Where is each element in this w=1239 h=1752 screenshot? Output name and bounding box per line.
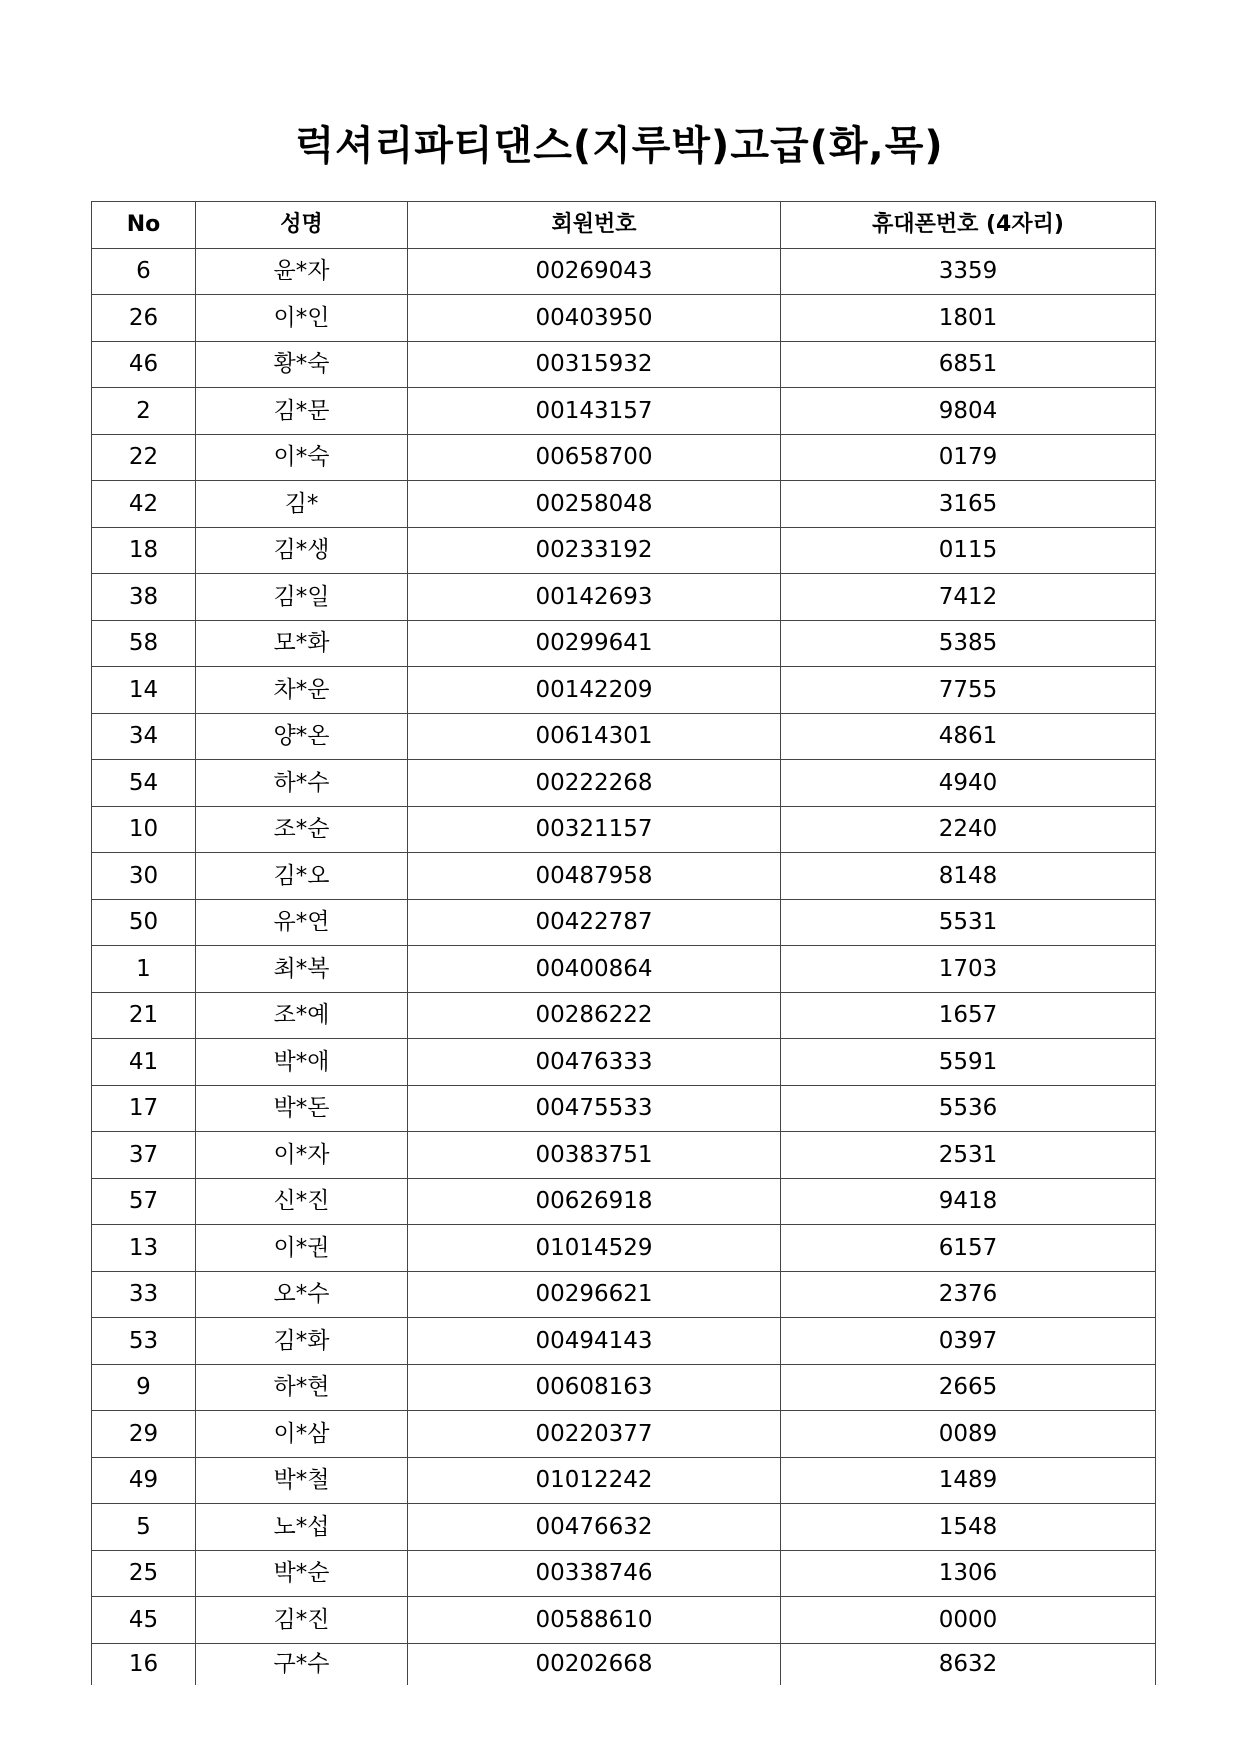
cell-member-number: 00269043: [408, 248, 781, 295]
cell-no: 54: [92, 760, 196, 807]
cell-name: 조*예: [196, 992, 408, 1039]
table-row: [92, 1039, 1156, 1086]
cell-name: 최*복: [196, 946, 408, 993]
cell-no: 50: [92, 899, 196, 946]
cell-member-number: 00338746: [408, 1550, 781, 1597]
cell-no: 37: [92, 1132, 196, 1179]
table-row: [92, 667, 1156, 714]
cell-name: 이*자: [196, 1132, 408, 1179]
cell-phone: 0000: [781, 1597, 1156, 1644]
cell-no: 22: [92, 434, 196, 481]
table-row: [92, 1364, 1156, 1411]
cell-no: 58: [92, 620, 196, 667]
cell-phone: 5536: [781, 1085, 1156, 1132]
cell-phone: 6851: [781, 341, 1156, 388]
cell-member-number: 00494143: [408, 1318, 781, 1365]
table-row: [92, 388, 1156, 435]
cell-phone: 9804: [781, 388, 1156, 435]
cell-name: 김*생: [196, 527, 408, 574]
cell-member-number: 00315932: [408, 341, 781, 388]
table-row: [92, 295, 1156, 342]
header-no: No: [92, 202, 196, 249]
header-name: 성명: [196, 202, 408, 249]
cell-member-number: 00422787: [408, 899, 781, 946]
table-row: [92, 574, 1156, 621]
cell-name: 양*온: [196, 713, 408, 760]
cell-name: 박*돈: [196, 1085, 408, 1132]
page-title: 럭셔리파티댄스(지루박)고급(화,목): [295, 123, 944, 169]
cell-phone: 4861: [781, 713, 1156, 760]
cell-phone: 3165: [781, 481, 1156, 528]
table-row: [92, 760, 1156, 807]
cell-member-number: 00658700: [408, 434, 781, 481]
cell-name: 윤*자: [196, 248, 408, 295]
cell-phone: 0397: [781, 1318, 1156, 1365]
cell-member-number: 01014529: [408, 1225, 781, 1272]
cell-name: 하*현: [196, 1364, 408, 1411]
table-row: [92, 899, 1156, 946]
cell-phone: 2240: [781, 806, 1156, 853]
cell-phone: 3359: [781, 248, 1156, 295]
cell-phone: 5591: [781, 1039, 1156, 1086]
cell-no: 30: [92, 853, 196, 900]
table-row: [92, 1271, 1156, 1318]
cell-member-number: 01012242: [408, 1457, 781, 1504]
cell-no: 26: [92, 295, 196, 342]
cell-name: 이*삼: [196, 1411, 408, 1458]
cell-name: 구*수: [196, 1643, 408, 1685]
cell-member-number: 00475533: [408, 1085, 781, 1132]
cell-no: 29: [92, 1411, 196, 1458]
cell-phone: 0179: [781, 434, 1156, 481]
table-body: [92, 248, 1156, 1685]
cell-no: 6: [92, 248, 196, 295]
cell-member-number: 00403950: [408, 295, 781, 342]
cell-phone: 0115: [781, 527, 1156, 574]
table-row: [92, 1178, 1156, 1225]
table-row: [92, 527, 1156, 574]
cell-name: 차*운: [196, 667, 408, 714]
cell-no: 21: [92, 992, 196, 1039]
cell-member-number: 00608163: [408, 1364, 781, 1411]
cell-no: 34: [92, 713, 196, 760]
cell-member-number: 00296621: [408, 1271, 781, 1318]
cell-phone: 2531: [781, 1132, 1156, 1179]
cell-name: 박*순: [196, 1550, 408, 1597]
cell-member-number: 00400864: [408, 946, 781, 993]
table-row: [92, 1085, 1156, 1132]
cell-member-number: 00286222: [408, 992, 781, 1039]
cell-name: 하*수: [196, 760, 408, 807]
table-row: [92, 946, 1156, 993]
cell-name: 김*오: [196, 853, 408, 900]
cell-no: 33: [92, 1271, 196, 1318]
cell-name: 이*숙: [196, 434, 408, 481]
cell-member-number: 00383751: [408, 1132, 781, 1179]
table-row: [92, 1225, 1156, 1272]
cell-phone: 8632: [781, 1643, 1156, 1685]
cell-name: 박*애: [196, 1039, 408, 1086]
cell-phone: 7412: [781, 574, 1156, 621]
cell-name: 모*화: [196, 620, 408, 667]
cell-name: 이*권: [196, 1225, 408, 1272]
cell-no: 1: [92, 946, 196, 993]
cell-phone: 1801: [781, 295, 1156, 342]
cell-phone: 8148: [781, 853, 1156, 900]
table-row: [92, 1132, 1156, 1179]
cell-phone: 2376: [781, 1271, 1156, 1318]
cell-phone: 2665: [781, 1364, 1156, 1411]
table-row: [92, 481, 1156, 528]
cell-phone: 5385: [781, 620, 1156, 667]
cell-no: 53: [92, 1318, 196, 1365]
cell-member-number: 00299641: [408, 620, 781, 667]
cell-no: 13: [92, 1225, 196, 1272]
table-row: [92, 713, 1156, 760]
cell-member-number: 00222268: [408, 760, 781, 807]
cell-member-number: 00220377: [408, 1411, 781, 1458]
cell-phone: 1703: [781, 946, 1156, 993]
cell-no: 5: [92, 1504, 196, 1551]
cell-name: 김*진: [196, 1597, 408, 1644]
cell-phone: 1548: [781, 1504, 1156, 1551]
cell-phone: 7755: [781, 667, 1156, 714]
cell-no: 46: [92, 341, 196, 388]
cell-phone: 0089: [781, 1411, 1156, 1458]
table-row: [92, 1318, 1156, 1365]
cell-no: 16: [92, 1643, 196, 1685]
cell-member-number: 00258048: [408, 481, 781, 528]
cell-no: 42: [92, 481, 196, 528]
table-row: [92, 1457, 1156, 1504]
table-row: [92, 434, 1156, 481]
cell-member-number: 00233192: [408, 527, 781, 574]
cell-name: 오*수: [196, 1271, 408, 1318]
cell-member-number: 00487958: [408, 853, 781, 900]
cell-member-number: 00614301: [408, 713, 781, 760]
cell-no: 38: [92, 574, 196, 621]
header-phone: 휴대폰번호 (4자리): [781, 202, 1156, 249]
cell-name: 황*숙: [196, 341, 408, 388]
cell-member-number: 00142693: [408, 574, 781, 621]
table-row: [92, 992, 1156, 1039]
cell-member-number: 00142209: [408, 667, 781, 714]
cell-phone: 1489: [781, 1457, 1156, 1504]
cell-phone: 1306: [781, 1550, 1156, 1597]
cell-no: 25: [92, 1550, 196, 1597]
cell-no: 2: [92, 388, 196, 435]
cell-phone: 6157: [781, 1225, 1156, 1272]
table-header-row: [92, 202, 1156, 249]
cell-phone: 4940: [781, 760, 1156, 807]
cell-name: 김*: [196, 481, 408, 528]
member-table: [91, 201, 1156, 1685]
table-row: [92, 806, 1156, 853]
cell-member-number: 00626918: [408, 1178, 781, 1225]
cell-no: 9: [92, 1364, 196, 1411]
table-row: [92, 853, 1156, 900]
cell-name: 박*철: [196, 1457, 408, 1504]
cell-name: 신*진: [196, 1178, 408, 1225]
cell-no: 49: [92, 1457, 196, 1504]
cell-member-number: 00476632: [408, 1504, 781, 1551]
cell-member-number: 00321157: [408, 806, 781, 853]
cell-member-number: 00143157: [408, 388, 781, 435]
cell-no: 17: [92, 1085, 196, 1132]
cell-phone: 5531: [781, 899, 1156, 946]
cell-name: 노*섭: [196, 1504, 408, 1551]
table-row: [92, 341, 1156, 388]
table-row: [92, 1550, 1156, 1597]
cell-no: 57: [92, 1178, 196, 1225]
cell-no: 14: [92, 667, 196, 714]
cell-name: 김*일: [196, 574, 408, 621]
cell-name: 김*문: [196, 388, 408, 435]
cell-phone: 1657: [781, 992, 1156, 1039]
cell-no: 18: [92, 527, 196, 574]
table-row: [92, 248, 1156, 295]
table-row: [92, 1411, 1156, 1458]
cell-name: 조*순: [196, 806, 408, 853]
cell-no: 45: [92, 1597, 196, 1644]
cell-member-number: 00476333: [408, 1039, 781, 1086]
cell-member-number: 00588610: [408, 1597, 781, 1644]
cell-no: 10: [92, 806, 196, 853]
cell-name: 김*화: [196, 1318, 408, 1365]
header-member-number: 회원번호: [408, 202, 781, 249]
cell-name: 유*연: [196, 899, 408, 946]
table-row: [92, 1643, 1156, 1685]
table-row: [92, 1597, 1156, 1644]
cell-phone: 9418: [781, 1178, 1156, 1225]
table-row: [92, 1504, 1156, 1551]
table-row: [92, 620, 1156, 667]
cell-name: 이*인: [196, 295, 408, 342]
cell-member-number: 00202668: [408, 1643, 781, 1685]
cell-no: 41: [92, 1039, 196, 1086]
